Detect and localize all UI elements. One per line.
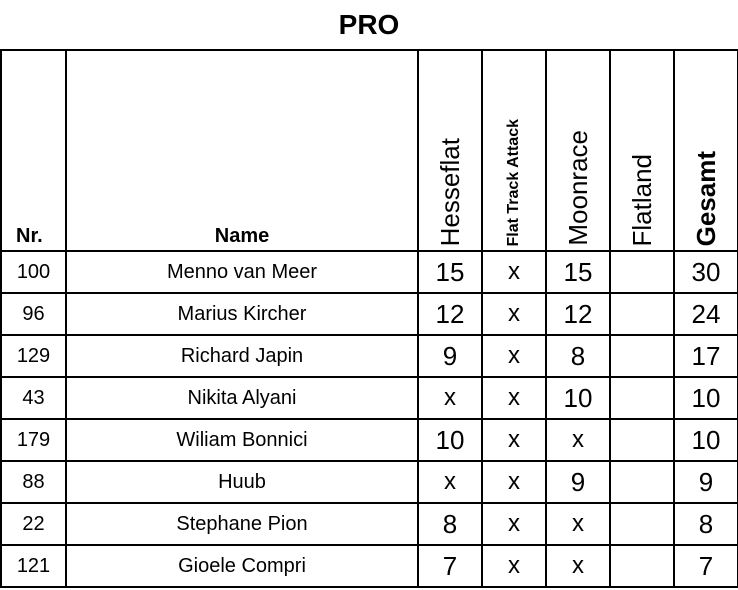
column-header-event — [418, 50, 482, 251]
table-row — [1, 503, 738, 545]
table-row — [1, 293, 738, 335]
column-header-event — [546, 50, 610, 251]
total-score-cell: 8 — [674, 503, 738, 545]
event-score-cell — [610, 545, 674, 587]
event-score-cell — [610, 419, 674, 461]
table-row — [1, 545, 738, 587]
event-score-cell: x — [482, 251, 546, 293]
rider-name-cell: Huub — [66, 461, 418, 503]
event-score-cell — [610, 335, 674, 377]
total-score-cell: 24 — [674, 293, 738, 335]
event-score-cell — [610, 377, 674, 419]
rider-number-cell: 43 — [1, 377, 66, 419]
rider-number-cell: 129 — [1, 335, 66, 377]
event-score-cell: x — [482, 545, 546, 587]
event-score-cell: 8 — [546, 335, 610, 377]
event-score-cell: 15 — [418, 251, 482, 293]
total-score-cell: 7 — [674, 545, 738, 587]
column-header-moonrace: Moonrace — [562, 130, 593, 246]
column-header-total — [674, 50, 738, 251]
event-score-cell: 10 — [418, 419, 482, 461]
event-score-cell — [610, 251, 674, 293]
event-score-cell: 12 — [546, 293, 610, 335]
event-score-cell: 10 — [546, 377, 610, 419]
table-row — [1, 335, 738, 377]
total-score-cell: 10 — [674, 419, 738, 461]
rider-number-cell: 96 — [1, 293, 66, 335]
rider-name-cell: Marius Kircher — [66, 293, 418, 335]
event-score-cell: x — [482, 503, 546, 545]
column-header-gesamt: Gesamt — [690, 150, 721, 246]
column-header-event — [482, 50, 546, 251]
rider-name-cell: Gioele Compri — [66, 545, 418, 587]
event-score-cell: x — [482, 419, 546, 461]
rider-number-cell: 179 — [1, 419, 66, 461]
rider-name-cell: Stephane Pion — [66, 503, 418, 545]
results-table — [0, 49, 738, 588]
rider-name-cell: Menno van Meer — [66, 251, 418, 293]
event-score-cell: 7 — [418, 545, 482, 587]
table-row — [1, 419, 738, 461]
column-header-flat-track-attack: Flat Track Attack — [505, 118, 522, 246]
event-score-cell: 9 — [418, 335, 482, 377]
event-score-cell: x — [418, 461, 482, 503]
total-score-cell: 10 — [674, 377, 738, 419]
results-body — [1, 251, 738, 587]
rider-number-cell: 100 — [1, 251, 66, 293]
table-row — [1, 251, 738, 293]
rider-number-cell: 121 — [1, 545, 66, 587]
rider-name-cell: Richard Japin — [66, 335, 418, 377]
column-header-nr: Nr. — [1, 50, 66, 251]
column-header-event — [610, 50, 674, 251]
table-row — [1, 377, 738, 419]
total-score-cell: 17 — [674, 335, 738, 377]
event-score-cell: x — [482, 377, 546, 419]
event-score-cell: 8 — [418, 503, 482, 545]
event-score-cell — [610, 293, 674, 335]
page-title: PRO — [338, 9, 400, 40]
event-score-cell: x — [546, 419, 610, 461]
rider-name-cell: Wiliam Bonnici — [66, 419, 418, 461]
event-score-cell: x — [546, 503, 610, 545]
event-score-cell: x — [482, 461, 546, 503]
event-score-cell: x — [546, 545, 610, 587]
table-row — [1, 461, 738, 503]
event-score-cell: 9 — [546, 461, 610, 503]
rider-number-cell: 88 — [1, 461, 66, 503]
event-score-cell: x — [418, 377, 482, 419]
column-header-name: Name — [66, 50, 418, 251]
event-score-cell: x — [482, 335, 546, 377]
event-score-cell — [610, 461, 674, 503]
event-score-cell: 15 — [546, 251, 610, 293]
event-score-cell — [610, 503, 674, 545]
event-score-cell: x — [482, 293, 546, 335]
column-header-hesseflat: Hesseflat — [434, 137, 465, 246]
rider-number-cell: 22 — [1, 503, 66, 545]
event-score-cell: 12 — [418, 293, 482, 335]
total-score-cell: 30 — [674, 251, 738, 293]
total-score-cell: 9 — [674, 461, 738, 503]
header-row — [1, 50, 738, 251]
column-header-flatland: Flatland — [626, 153, 657, 246]
rider-name-cell: Nikita Alyani — [66, 377, 418, 419]
